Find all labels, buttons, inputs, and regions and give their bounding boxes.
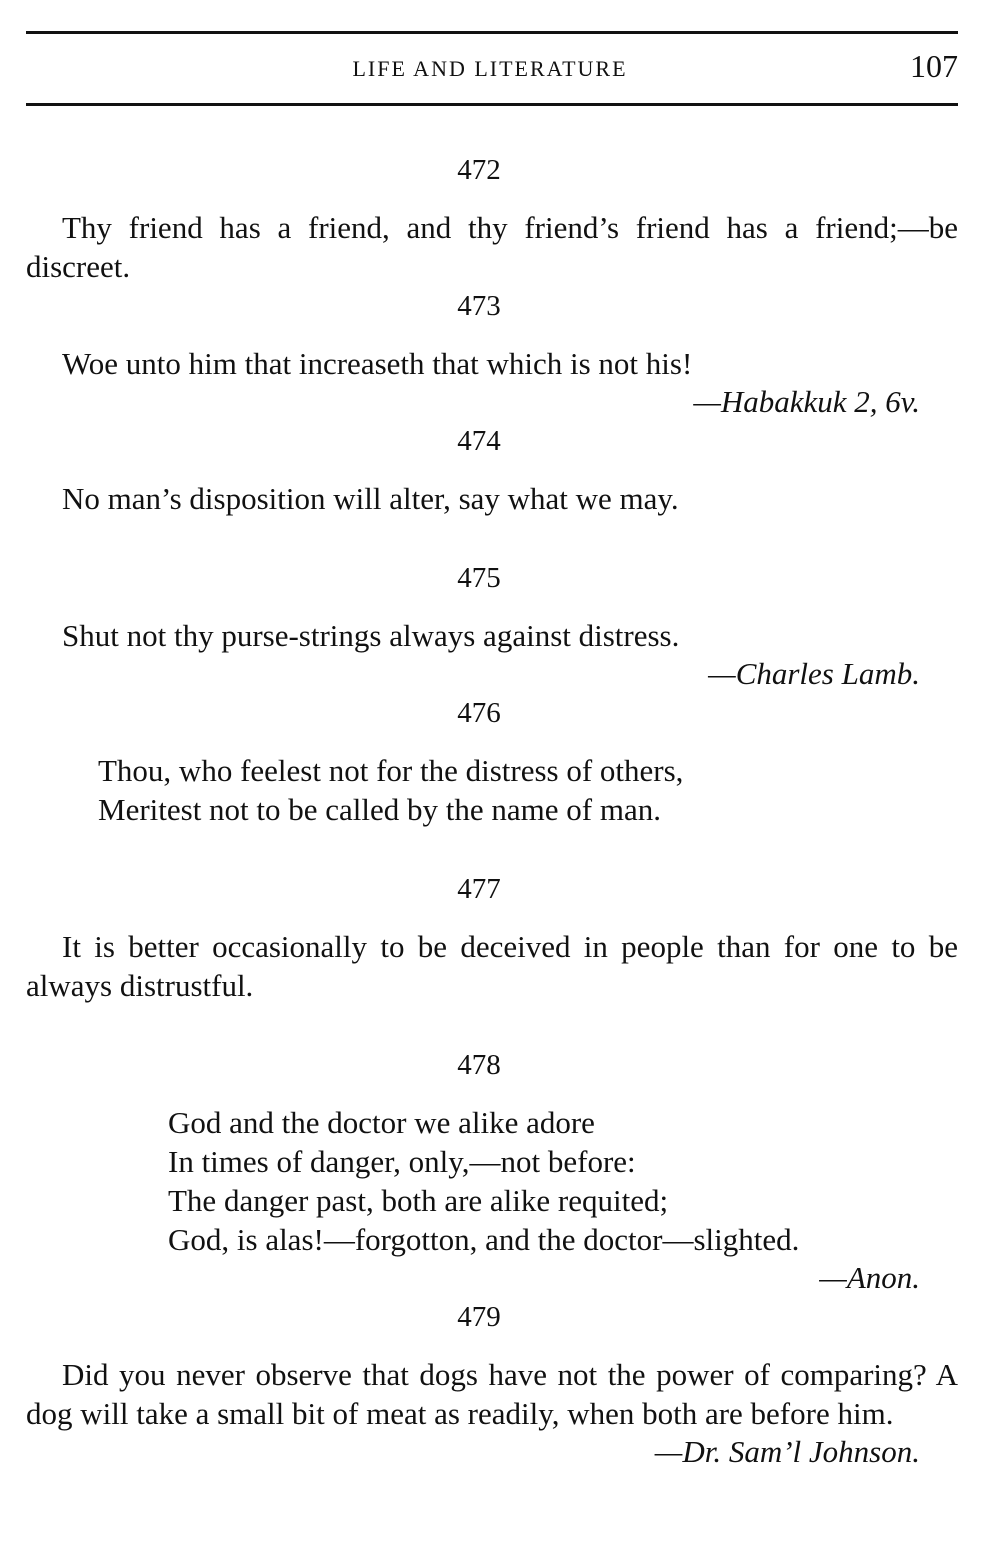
- entry-472: [26, 150, 958, 286]
- entry-number: 479: [457, 1301, 501, 1333]
- header-rule-bottom: [26, 103, 958, 106]
- entry-number: 472: [457, 154, 501, 186]
- entry-text: No man’s disposition will alter, say what we may.: [62, 481, 679, 516]
- page-number: 107: [910, 48, 958, 84]
- entry-473: [26, 286, 958, 421]
- running-title: LIFE AND LITERATURE: [352, 56, 628, 81]
- entry-text: Woe unto him that increaseth that which is not his!: [62, 346, 693, 381]
- entry-attribution: —Habakkuk 2, 6v.: [693, 384, 920, 419]
- verse-line: In times of danger, only,—not before:: [168, 1144, 636, 1179]
- verse-line: God and the doctor we alike adore: [168, 1105, 595, 1140]
- verse-line: Meritest not to be called by the name of man.: [98, 792, 661, 827]
- entry-attribution: —Anon.: [819, 1260, 920, 1295]
- entry-476: [26, 693, 958, 869]
- entry-text: Did you never observe that dogs have not the power of comparing? A dog will take a small bit of meat as readily, when both are before him.: [26, 1357, 958, 1431]
- entry-number: 473: [457, 290, 501, 322]
- entry-attribution: —Charles Lamb.: [708, 656, 920, 691]
- page-content: [26, 150, 958, 1471]
- entry-number: 475: [457, 562, 501, 594]
- entry-text: It is better occasionally to be deceived in people than for one to be always distrustful.: [26, 929, 958, 1003]
- entry-text: Shut not thy purse-strings always against distress.: [62, 618, 680, 653]
- entry-479: [26, 1297, 958, 1471]
- header-rule-top: [26, 31, 958, 34]
- entry-475: [26, 558, 958, 693]
- entry-number: 477: [457, 873, 501, 905]
- verse-line: Thou, who feelest not for the distress of others,: [98, 753, 684, 788]
- entry-attribution: —Dr. Sam’l Johnson.: [654, 1434, 920, 1469]
- entry-number: 478: [457, 1049, 501, 1081]
- entry-477: [26, 869, 958, 1045]
- entry-478: [26, 1045, 958, 1297]
- entry-number: 476: [457, 697, 501, 729]
- entry-number: 474: [457, 425, 501, 457]
- verse-line: The danger past, both are alike requited;: [168, 1183, 669, 1218]
- verse-line: God, is alas!—forgotton, and the doctor—slighted.: [168, 1222, 800, 1257]
- entry-text: Thy friend has a friend, and thy friend’s friend has a friend;—be discreet.: [26, 210, 958, 284]
- entry-474: [26, 421, 958, 558]
